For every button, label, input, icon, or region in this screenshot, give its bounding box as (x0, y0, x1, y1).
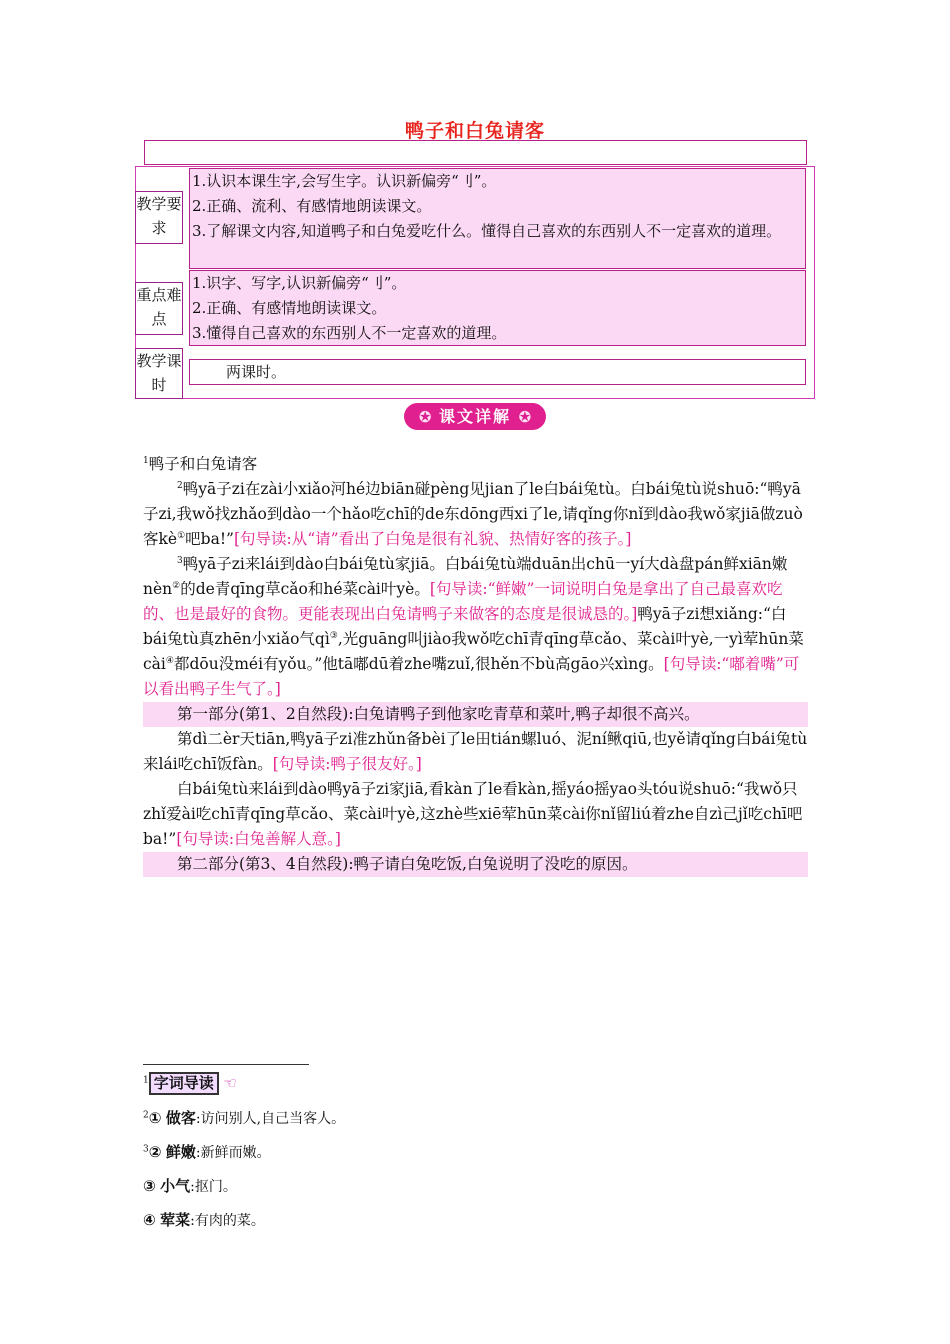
pointing-hand-icon: ☜ (223, 1074, 237, 1092)
footnote-divider (143, 1064, 309, 1065)
footnote-ref: 1 (143, 1075, 149, 1086)
part-summary-2: 第二部分(第3、4自然段):鸭子请白兔吃饭,白兔说明了没吃的原因。 (143, 852, 808, 877)
requirement-line: 3.了解课文内容,知道鸭子和白兔爱吃什么。懂得自己喜欢的东西别人不一定喜欢的道理。 (192, 222, 782, 240)
keypoint-line: 2.正确、有感情地朗读课文。 (192, 299, 387, 317)
lesson-text (143, 452, 808, 877)
paragraph-text: ,光guāng叫jiào我wǒ吃chī青qīng草cǎo、菜cài叶yè,一yì荤hūn菜cài (143, 630, 804, 673)
footnote-ref: 2 (143, 1110, 149, 1121)
footnote-ref: 1 (143, 455, 149, 466)
page-title: 鸭子和白兔请客 (404, 120, 545, 142)
footnote-ref: 3 (143, 1144, 149, 1155)
footnote-term: 小气 (160, 1177, 191, 1195)
row-label-requirements: 教学要求 (135, 191, 183, 244)
row-label-hours: 教学课时 (135, 348, 183, 399)
paragraph-text: 都dōu没méi有yǒu。”他tā嘟dū着zhe嘴zuǐ,很hěn不bù高gāo兴xìng。 (173, 655, 664, 673)
text-heading (143, 452, 808, 477)
paragraph-1 (143, 477, 808, 552)
footnote-item (143, 1210, 265, 1231)
requirements-cell (189, 168, 806, 269)
paragraph-text: 鸭yā子zi想xiǎng:“白bái兔tù真zhēn小xiǎo气qì (143, 605, 787, 648)
paragraph-text: 的de青qīng草cǎo和hé菜cài叶yè。 (180, 580, 430, 598)
paragraph-text: 鸭yā子zi来lái到dào白bái兔tù家jiā。白bái兔tù端duān出chū一yí大dà盘pán鲜xiān嫩nèn (143, 555, 788, 598)
footnote-definition: :抠门。 (190, 1179, 237, 1195)
reading-note: [句导读:“嘟着嘴”可以看出鸭子生气了。] (143, 655, 800, 698)
paragraph-2 (143, 552, 808, 702)
text-heading-label: 鸭子和白兔请客 (148, 455, 258, 473)
paragraph-text: 第dì二èr天tiān,鸭yā子zi准zhǔn备bèi了le田tián螺luó、泥ní鳅qiū,也yě请qǐng白bái兔tù来lái吃chī饭fàn。 (143, 730, 808, 773)
footnote-mark: ④ (143, 1211, 156, 1229)
hours-cell: 两课时。 (189, 359, 806, 385)
footnote-ref: 2 (177, 480, 183, 491)
row-label-keypoints: 重点难点 (135, 282, 183, 335)
footnote-mark: ② (148, 1143, 162, 1161)
footnote-term: 鲜嫩 (165, 1143, 196, 1161)
paragraph-text: 白bái兔tù来lái到dào鸭yā子zi家jiā,看kàn了le看kàn,摇yáo摇yao头tóu说shuō:“我wǒ只zhǐ爱ài吃chī青qīng草cǎo、菜cài叶yè,这zhè些xiē荤hūn菜cài你nǐ留liú着zhe自zì己jǐ吃chī吧ba!” (143, 780, 803, 848)
keypoint-line: 1.识字、写字,认识新偏旁“刂”。 (192, 274, 407, 292)
footnote-ref: ② (172, 580, 181, 591)
footnote-ref: ④ (165, 655, 174, 666)
footnote-definition: :有肉的菜。 (190, 1213, 265, 1229)
paragraph-text: 鸭yā子zi在zài小xiǎo河hé边biān碰pèng见jian了le白bái兔tù。白bái兔tù说shuō:“鸭yā子zi,我wǒ找zhǎo到dào一个hǎo吃chī的de东dōng西xi了le,请qǐng你nǐ到dào我wǒ家jiā做zuò客kè (143, 480, 803, 548)
footnote-ref: ③ (329, 630, 338, 641)
footnote-ref: ① (177, 530, 186, 541)
paragraph-3 (143, 727, 808, 777)
paragraph-text: 吧ba!” (185, 530, 234, 548)
section-badge-label: 课文详解 (438, 407, 511, 426)
footnote-item (143, 1176, 237, 1197)
footnote-definition: :访问别人,自己当客人。 (195, 1111, 346, 1127)
reading-note: [句导读:从“请”看出了白兔是很有礼貌、热情好客的孩子。] (233, 530, 632, 548)
star-icon: ✪ (518, 408, 532, 426)
footnote-ref: 3 (177, 555, 183, 566)
reading-note: [句导读:“鲜嫩”一词说明白兔是拿出了自己最喜欢吃的、也是最好的食物。更能表现出白兔请鸭子来做客的态度是很诚恳的。] (143, 580, 783, 623)
footnote-guide (143, 1072, 237, 1095)
part-summary-1: 第一部分(第1、2自然段):白兔请鸭子到他家吃青草和菜叶,鸭子却很不高兴。 (143, 702, 808, 727)
table-header-bar (144, 140, 807, 165)
section-badge (404, 403, 546, 430)
footnote-mark: ① (148, 1109, 162, 1127)
keypoints-cell (189, 270, 806, 346)
footnote-term: 做客 (165, 1109, 196, 1127)
footnote-item (143, 1142, 271, 1163)
keypoint-line: 3.懂得自己喜欢的东西别人不一定喜欢的道理。 (192, 324, 507, 342)
guide-label: 字词导读 (149, 1072, 219, 1095)
star-icon: ✪ (418, 408, 432, 426)
requirement-line: 2.正确、流利、有感情地朗读课文。 (192, 197, 432, 215)
reading-note: [句导读:白兔善解人意。] (176, 830, 341, 848)
footnote-term: 荤菜 (160, 1211, 191, 1229)
reading-note: [句导读:鸭子很友好。] (272, 755, 422, 773)
paragraph-4 (143, 777, 808, 852)
footnote-item (143, 1108, 345, 1129)
requirement-line: 1.认识本课生字,会写生字。认识新偏旁“刂”。 (192, 172, 497, 190)
footnote-mark: ③ (143, 1177, 156, 1195)
footnote-definition: :新鲜而嫩。 (195, 1145, 271, 1161)
